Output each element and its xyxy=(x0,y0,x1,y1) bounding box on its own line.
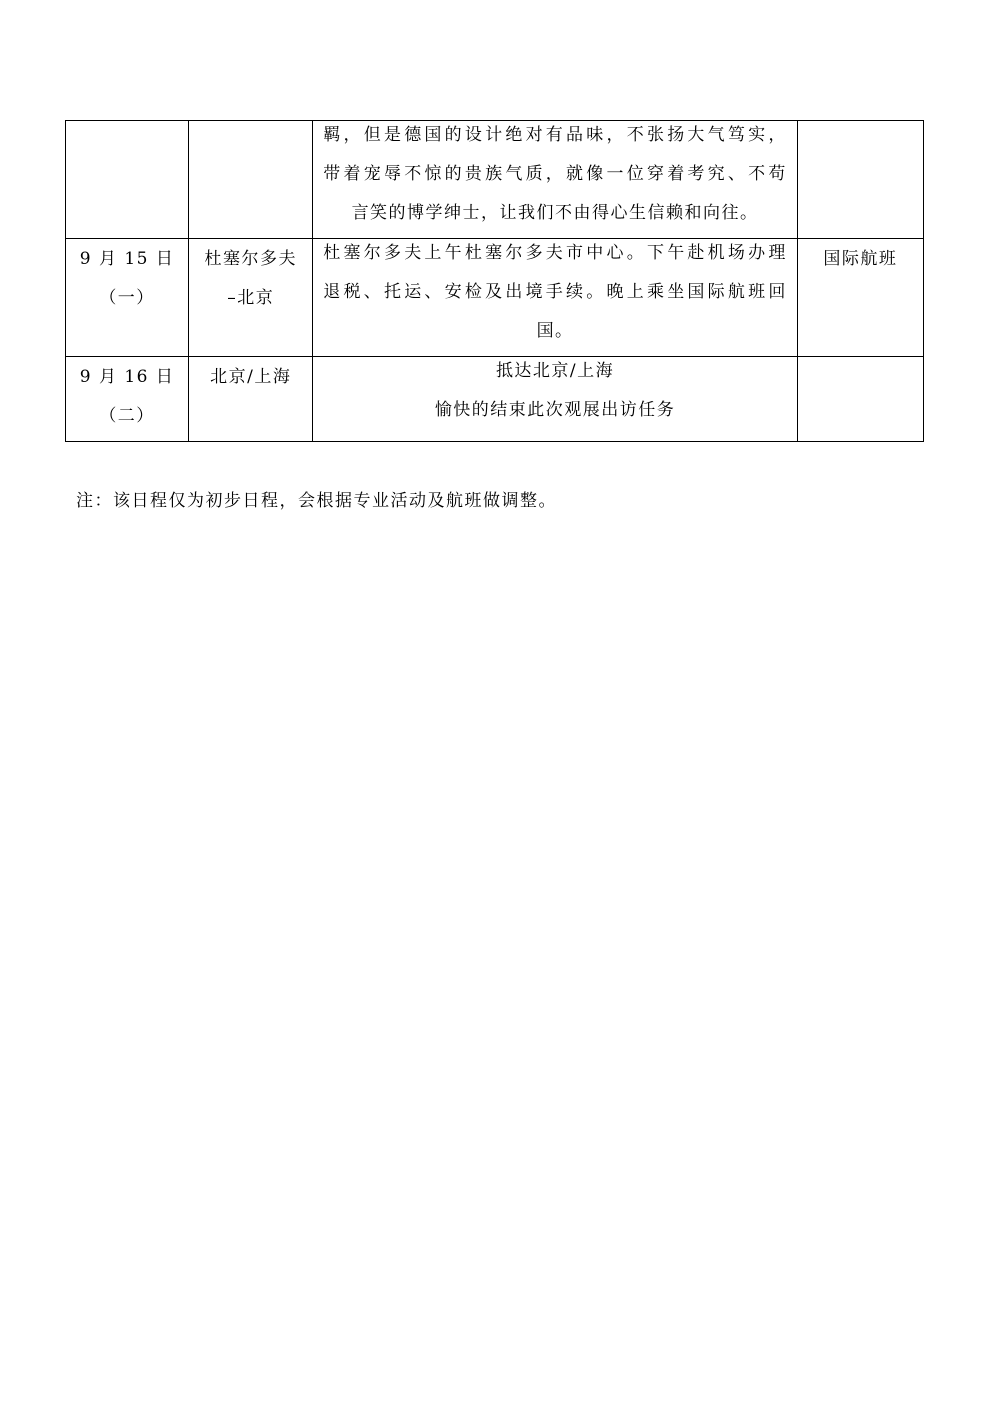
transport-text xyxy=(798,363,923,402)
detail-line: 杜塞尔多夫上午杜塞尔多夫市中心。下午赴机场办理 xyxy=(323,243,787,263)
transport-text: 国际航班 xyxy=(823,249,898,269)
itinerary-table xyxy=(65,120,924,442)
date-cell xyxy=(66,121,189,239)
place-text xyxy=(189,127,312,166)
date-text: 9 月 16 日 xyxy=(79,367,175,387)
transport-cell xyxy=(797,121,923,239)
detail-line: 言笑的博学绅士，让我们不由得心生信赖和向往。 xyxy=(351,203,759,223)
place-cell xyxy=(189,239,313,357)
detail-line: 退税、托运、安检及出境手续。晚上乘坐国际航班回 xyxy=(323,282,787,302)
place-text-2 xyxy=(189,402,312,441)
detail-cell xyxy=(313,121,798,239)
detail-line: 愉快的结束此次观展出访任务 xyxy=(434,400,676,420)
place-text-2: –北京 xyxy=(227,288,275,308)
place-cell xyxy=(189,121,313,239)
place-text-2 xyxy=(189,166,312,205)
detail-cell xyxy=(313,357,798,442)
weekday-text: （二） xyxy=(99,406,155,426)
weekday-text xyxy=(66,166,188,205)
detail-line: 带着宠辱不惊的贵族气质，就像一位穿着考究、不苟 xyxy=(323,164,787,184)
date-cell xyxy=(66,239,189,357)
date-text: 9 月 15 日 xyxy=(79,249,175,269)
schedule-note: 注：该日程仅为初步日程，会根据专业活动及航班做调整。 xyxy=(76,491,557,511)
place-cell xyxy=(189,357,313,442)
transport-cell xyxy=(797,357,923,442)
place-text: 北京/上海 xyxy=(210,367,292,387)
date-cell xyxy=(66,357,189,442)
table-row xyxy=(66,239,924,357)
detail-cell xyxy=(313,239,798,357)
weekday-text: （一） xyxy=(99,288,155,308)
detail-line: 羁，但是德国的设计绝对有品味，不张扬大气笃实， xyxy=(323,125,787,145)
detail-line: 国。 xyxy=(536,321,574,341)
transport-cell xyxy=(797,239,923,357)
date-text xyxy=(66,127,188,166)
place-text: 杜塞尔多夫 xyxy=(204,249,297,269)
table-row xyxy=(66,357,924,442)
table-row xyxy=(66,121,924,239)
transport-text xyxy=(798,127,923,166)
detail-line: 抵达北京/上海 xyxy=(495,361,615,381)
